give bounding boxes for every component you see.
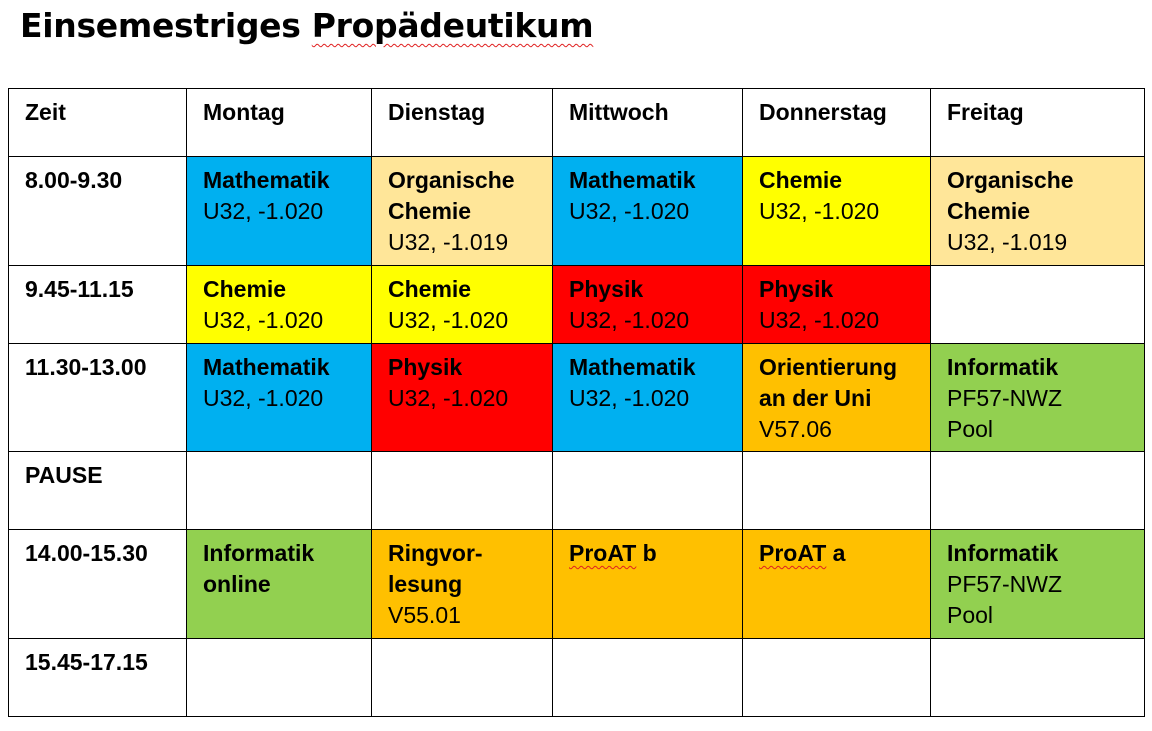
empty-cell <box>743 639 931 717</box>
course-name: Physik <box>569 276 644 302</box>
course-cell <box>372 157 553 266</box>
course-room: U32, -1.020 <box>203 385 324 411</box>
course-name: Chemie <box>388 198 472 224</box>
course-room: PF57-NWZ <box>947 385 1062 411</box>
header-cell-freitag: Freitag <box>931 89 1145 157</box>
table-row <box>9 344 1145 452</box>
table-row <box>9 530 1145 639</box>
timetable <box>8 88 1145 717</box>
course-cell <box>743 157 931 266</box>
course-name: Ringvor- <box>388 540 483 566</box>
table-row <box>9 639 1145 717</box>
table-row <box>9 452 1145 530</box>
empty-cell <box>931 639 1145 717</box>
course-name: Informatik <box>947 354 1059 380</box>
course-room: V57.06 <box>759 416 832 442</box>
course-name: Organische <box>947 167 1074 193</box>
course-room: U32, -1.020 <box>569 307 690 333</box>
table-row <box>9 266 1145 344</box>
header-cell-donnerstag: Donnerstag <box>743 89 931 157</box>
time-cell: 14.00-15.30 <box>9 530 187 639</box>
course-cell <box>372 344 553 452</box>
course-room: U32, -1.019 <box>947 229 1068 255</box>
course-name: Orientierung <box>759 354 898 380</box>
course-cell <box>187 266 372 344</box>
empty-cell <box>931 266 1145 344</box>
course-cell <box>553 344 743 452</box>
title-word: Propädeutikum <box>311 6 594 45</box>
course-name: Informatik <box>203 540 315 566</box>
course-cell <box>931 344 1145 452</box>
course-cell <box>553 266 743 344</box>
header-cell-zeit: Zeit <box>9 89 187 157</box>
header-cell-mittwoch: Mittwoch <box>553 89 743 157</box>
course-room: U32, -1.020 <box>388 307 509 333</box>
header-cell-dienstag: Dienstag <box>372 89 553 157</box>
course-room: U32, -1.020 <box>759 307 880 333</box>
course-room: PF57-NWZ <box>947 571 1062 597</box>
page-title <box>20 6 593 45</box>
header-cell-montag: Montag <box>187 89 372 157</box>
course-name: Mathematik <box>569 354 696 380</box>
course-cell <box>187 157 372 266</box>
time-cell: 9.45-11.15 <box>9 266 187 344</box>
course-name: Physik <box>388 354 463 380</box>
course-room: Pool <box>947 602 994 628</box>
course-room: U32, -1.020 <box>569 385 690 411</box>
empty-cell <box>187 639 372 717</box>
course-cell <box>187 530 372 639</box>
course-name: Mathematik <box>203 354 330 380</box>
empty-cell <box>372 639 553 717</box>
time-cell: 11.30-13.00 <box>9 344 187 452</box>
course-name: an der Uni <box>759 385 872 411</box>
course-room: U32, -1.020 <box>203 307 324 333</box>
course-name: ProAT a <box>759 540 846 566</box>
course-room: U32, -1.020 <box>759 198 880 224</box>
empty-cell <box>187 452 372 530</box>
course-cell <box>372 266 553 344</box>
course-room: U32, -1.019 <box>388 229 509 255</box>
course-name: lesung <box>388 571 463 597</box>
course-name: Chemie <box>388 276 472 302</box>
course-room: Pool <box>947 416 994 442</box>
time-cell: 15.45-17.15 <box>9 639 187 717</box>
course-name: Mathematik <box>569 167 696 193</box>
empty-cell <box>553 452 743 530</box>
empty-cell <box>553 639 743 717</box>
course-room: U32, -1.020 <box>569 198 690 224</box>
course-cell <box>743 344 931 452</box>
course-name: Physik <box>759 276 834 302</box>
course-room: V55.01 <box>388 602 461 628</box>
course-cell <box>372 530 553 639</box>
time-cell: PAUSE <box>9 452 187 530</box>
course-room: U32, -1.020 <box>203 198 324 224</box>
course-room: U32, -1.020 <box>388 385 509 411</box>
course-name: Chemie <box>947 198 1031 224</box>
title-prefix: Einsemestriges <box>20 6 312 45</box>
course-cell <box>553 530 743 639</box>
course-name: Organische <box>388 167 515 193</box>
time-cell: 8.00-9.30 <box>9 157 187 266</box>
course-name: online <box>203 571 271 597</box>
course-name: Informatik <box>947 540 1059 566</box>
empty-cell <box>372 452 553 530</box>
course-name: Chemie <box>203 276 287 302</box>
empty-cell <box>931 452 1145 530</box>
course-name: Chemie <box>759 167 843 193</box>
course-cell <box>931 157 1145 266</box>
empty-cell <box>743 452 931 530</box>
course-cell <box>743 530 931 639</box>
course-cell <box>187 344 372 452</box>
table-header-row <box>9 89 1145 157</box>
course-name: Mathematik <box>203 167 330 193</box>
course-cell <box>553 157 743 266</box>
table-row <box>9 157 1145 266</box>
course-cell <box>743 266 931 344</box>
course-cell <box>931 530 1145 639</box>
course-name: ProAT b <box>569 540 657 566</box>
